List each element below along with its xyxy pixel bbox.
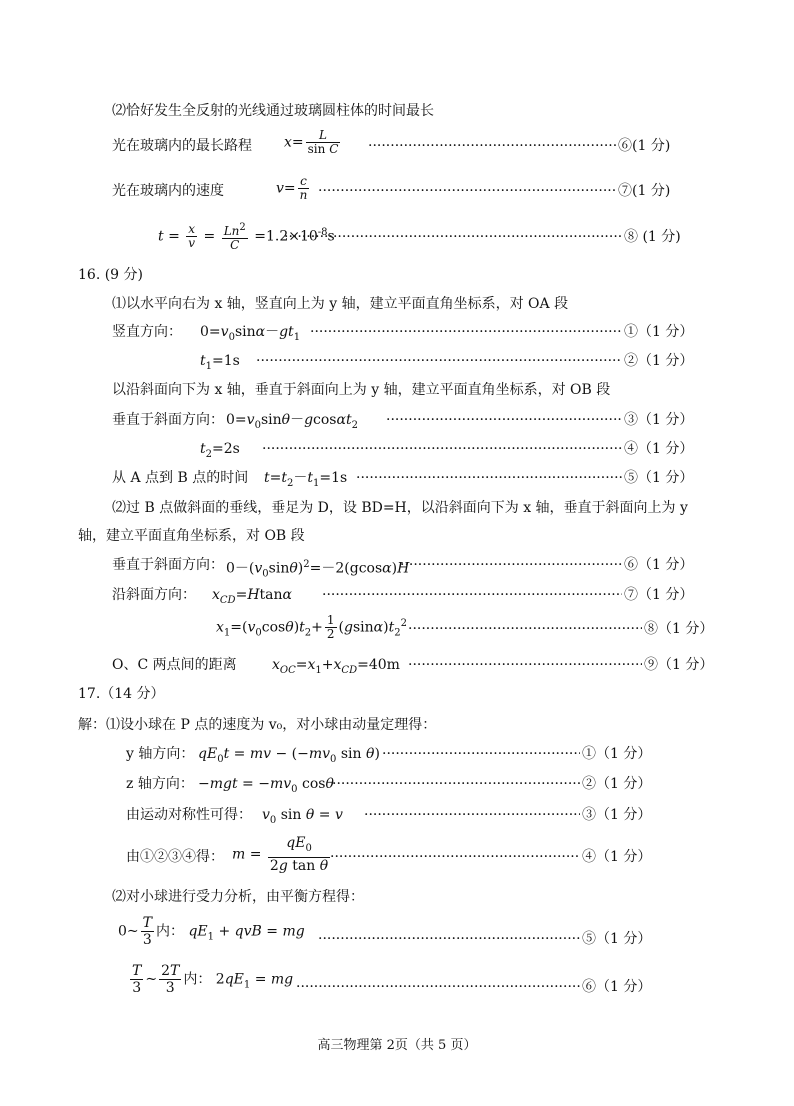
q16-label-perp: 垂直于斜面方向： xyxy=(112,412,224,428)
q17-interval2-label: 内： xyxy=(183,971,212,988)
score-mark: ②（1 分） xyxy=(624,353,694,369)
leader-dots xyxy=(368,137,616,155)
q16-label-perp2: 垂直于斜面方向： xyxy=(112,557,224,573)
score-mark: ⑦（1 分） xyxy=(624,587,694,603)
formula-speed: v= $\frac{c}{n}$ xyxy=(276,174,308,202)
q16-part1-intro: ⑴以水平向右为 x 轴，竖直向上为 y 轴，建立平面直角坐标系，对 OA 段 xyxy=(112,296,569,312)
q17-label-y: y 轴方向： xyxy=(126,746,195,762)
score-mark: ⑥（1 分） xyxy=(582,979,652,995)
leader-dots xyxy=(356,469,622,487)
score-mark: ③（1 分） xyxy=(582,807,652,823)
leader-dots xyxy=(310,323,622,341)
q17-eq4: m = $\frac{qE_0}{\text{2g tan θ}}$ xyxy=(232,835,329,874)
formula-time: t = $\frac{x}{v}$ = $\frac{Ln^2}{C}$ $=1.2\times 10^{-8}s$ xyxy=(158,222,335,252)
leader-dots xyxy=(364,806,580,824)
label-max-path: 光在玻璃内的最长路程 xyxy=(112,138,252,154)
q16-eq4: $t_2=2s$ xyxy=(200,441,240,460)
q16-eq3: $0=v_0\sin\theta-gcos\alpha t_2$ xyxy=(226,412,358,431)
q17-interval1-label: 内： xyxy=(155,923,184,940)
leader-dots xyxy=(322,586,622,604)
question-16-heading: 16. (9 分) xyxy=(78,267,143,283)
score-mark: ⑧（1 分） xyxy=(644,621,714,637)
leader-dots xyxy=(408,656,642,674)
q17-eq2: $-mgt = -mv_0$ cosθ xyxy=(198,776,334,795)
q16-eq9: $x_{OC}=x_1+x_{CD}=40m$ xyxy=(272,657,400,676)
leader-dots xyxy=(296,978,580,996)
leader-dots xyxy=(284,228,622,246)
q16-part1-ob-intro: 以沿斜面向下为 x 轴，垂直于斜面向上为 y 轴，建立平面直角坐标系，对 OB 段 xyxy=(112,382,611,398)
q17-eq3: $v_0$ sin θ = v xyxy=(262,807,343,826)
q17-eq1: $qE_0t$ = mv − ($-mv_0$ sin θ) xyxy=(198,746,380,765)
score-mark: ⑤（1 分） xyxy=(582,931,652,947)
q16-label-along: 沿斜面方向： xyxy=(112,587,196,603)
q16-eq6: $0-(v_0\sin\theta)^2=-2(gcos\alpha)H$ xyxy=(226,559,410,580)
leader-dots xyxy=(318,930,580,948)
leader-dots xyxy=(262,440,622,458)
paragraph-total-reflection: ⑵恰好发生全反射的光线通过玻璃圆柱体的时间最长 xyxy=(112,103,434,119)
score-mark: ②（1 分） xyxy=(582,776,652,792)
leader-dots xyxy=(332,775,580,793)
q16-label-ab-time: 从 A 点到 B 点的时间 xyxy=(112,470,249,486)
leader-dots xyxy=(318,182,616,200)
q17-interval2: $\frac{T}{3}$ ~ $\frac{2T}{3}$ 内： $2qE_1$ = mg xyxy=(132,963,294,996)
leader-dots xyxy=(386,411,622,429)
q16-eq1: $0=v_0\sin\alpha-gt_1$ xyxy=(200,324,301,343)
score-mark: ④（1 分） xyxy=(582,849,652,865)
score-mark: ⑦(1 分) xyxy=(618,183,671,199)
q16-part2-intro-cont: 轴，建立平面直角坐标系，对 OB 段 xyxy=(78,528,305,544)
leader-dots xyxy=(256,352,622,370)
page-footer: 高三物理第 2页（共 5 页） xyxy=(317,1038,477,1053)
score-mark: ⑥（1 分） xyxy=(624,557,694,573)
formula-max-path: x= $\frac{L}{\text{sin C}}$ xyxy=(284,128,339,156)
leader-dots xyxy=(330,848,580,866)
score-mark: ⑥(1 分) xyxy=(618,138,671,154)
q17-interval1: 0~ $\frac{T}{3}$ 内： $qE_1$ + qvB = mg xyxy=(118,915,305,948)
q17-label-symmetry: 由运动对称性可得： xyxy=(126,807,252,823)
q16-eq2: $t_1=1s$ xyxy=(200,353,240,372)
score-mark: ①（1 分） xyxy=(582,746,652,762)
leader-dots xyxy=(408,620,642,638)
q17-label-combined: 由①②③④得： xyxy=(126,849,224,865)
score-mark: ①（1 分） xyxy=(624,324,694,340)
q16-eq7: $x_{CD}=Htan\alpha$ xyxy=(212,587,292,606)
q16-part2-intro: ⑵过 B 点做斜面的垂线，垂足为 D，设 BD=H，以沿斜面向下为 x 轴，垂直于斜面向上为 y xyxy=(112,500,688,516)
q16-eq5: $t=t_2-t_1=1s$ xyxy=(264,470,348,489)
score-mark: ⑨（1 分） xyxy=(644,657,714,673)
label-speed: 光在玻璃内的速度 xyxy=(112,183,224,199)
q16-eq8: $x_1=(v_0\cos\theta)t_2+$ $\frac{1}{2}$ $(gsin\alpha)t_2^2$ xyxy=(216,613,407,641)
score-mark: ⑤（1 分） xyxy=(624,470,694,486)
q17-part1-intro: 解：⑴设小球在 P 点的速度为 v₀，对小球由动量定理得： xyxy=(78,717,437,733)
leader-dots xyxy=(400,556,622,574)
q16-label-oc: O、C 两点间的距离 xyxy=(112,657,237,673)
score-mark: ③（1 分） xyxy=(624,412,694,428)
q17-part2-intro: ⑵对小球进行受力分析，由平衡方程得： xyxy=(112,889,364,905)
score-mark: ⑧ (1 分) xyxy=(624,229,681,245)
q16-label-vertical: 竖直方向： xyxy=(112,324,182,340)
score-mark: ④（1 分） xyxy=(624,441,694,457)
leader-dots xyxy=(382,745,580,763)
question-17-heading: 17.（14 分） xyxy=(78,686,165,702)
q17-label-z: z 轴方向： xyxy=(126,776,194,792)
